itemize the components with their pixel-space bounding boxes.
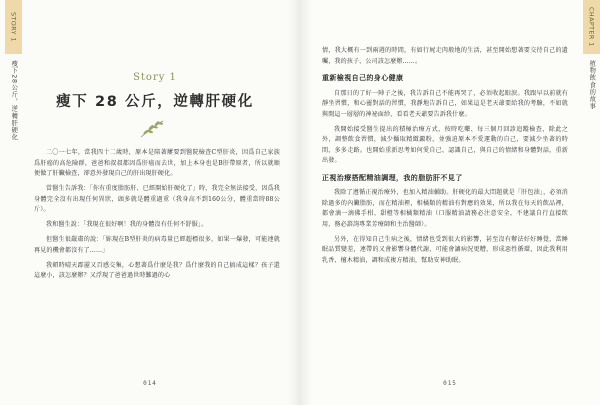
paragraph: 我和醫生說：「我現在很好啊！我的身體沒有任何不舒服」。 xyxy=(46,221,208,228)
story-tab-label: STORY 1 xyxy=(9,12,18,42)
story-label: Story 1 xyxy=(133,72,177,83)
story-title: 瘦下 28 公斤，逆轉肝硬化 xyxy=(56,94,254,110)
paragraph: 我除了遵循正視治療外，也加入精油輔助。肝硬化的最大問題就是「肝包油」，必須消除過多的內臟脂肪，而在精油裡，相橘類的精油有對應的效果，所以我在每天的飲品裡，都會滴一滴佛手柑、甜橙等相橘類精油（口服精油請務必注意安全，不建議自行直接飲用，務必諮詢專業芳療師和主治醫師）。 xyxy=(322,189,568,228)
story-tab xyxy=(5,0,22,54)
paragraph: 情，我大概有一到兩週的時間，有如行屍走肉般地的生活，甚至開始想著要交待自己的遺囑，我的孩子、公司該怎麼辦……。 xyxy=(322,47,568,65)
right-body xyxy=(322,46,568,271)
chapter-tab xyxy=(583,0,600,54)
left-body xyxy=(34,148,280,286)
section-heading: 重新檢視自己的身心健康 xyxy=(322,74,404,82)
right-side-tab xyxy=(583,0,600,110)
paragraph: 但醫生很嚴肅的說：「妳現在B型肝炎的病毒量已經超標很多，如果一爆發，可能連就再見的機會都沒有了……」 xyxy=(34,236,280,254)
page-number-left: 014 xyxy=(143,380,157,387)
paragraph: 另外，在得知自己生病之後，情緒也受到很大的影響，甚至沒有辦法好好睡覺，當睡眠品質變差，連帶的又會影響身體代謝，可能會讓病況更糟，形成惡性循環，因此我利用乳香、檀木精油，調和成複方精油，幫助安神助眠。 xyxy=(322,235,568,264)
section-heading: 正視治療搭配精油調理，我的脂肪肝不見了 xyxy=(322,173,463,182)
left-side-subtitle: 瘦下28公斤，逆轉肝硬化 xyxy=(10,60,18,141)
chapter-tab-label: CHAPTER 1 xyxy=(587,7,596,47)
right-page xyxy=(300,0,600,405)
page-number-right: 015 xyxy=(443,380,457,387)
left-side-tab xyxy=(5,0,22,141)
paragraph: 我頓時晴天霹靂又百感交集，心想著爲什麼是我？爲什麼我的自己搞成這樣？孩子還這麼小，該怎麼辦？又浮現了爸爸過世時難過的心 xyxy=(34,261,280,279)
paragraph: 自那日的了好一陣子之後，我告訴自己不能再哭了，必須收起眼淚。我跟早以前就有靜坐習慣，和心靈對話的習慣，我靜地告訴自己，如果這是老天爺要給我的考驗，不如就與閒這一層層的神祕面紗，看看老天爺要告訴我什麼。 xyxy=(322,89,568,118)
leaf-sprig-icon xyxy=(138,118,166,140)
paragraph: 我開始接受醫生提出的積極治療方式，按時吃藥、每三個月回診追蹤檢查，除此之外，調整飲食習慣，減少攝取精緻澱粉，並強迫原本不愛運動的自己，要減少坐著的時間，多多走路。也開始重新思考如何愛自己、認識自己，與自己的情緒和身體對話，重新出發。 xyxy=(322,125,568,164)
paragraph: 當醫生告訴我：「你有重度脂肪肝、已經開始肝硬化了」時，我完全無法接受，因爲我身體完全沒有出現任何異狀，頭多就是體重過重（我身高不到160公分，體重當時88公斤）。 xyxy=(34,185,280,213)
right-side-subtitle: 植物飲食的故事 xyxy=(588,60,596,110)
paragraph: 二〇一七年，當我四十二歲時，原本是陪著屢要到醫院檢查C型肝炎，因爲自己家族爲肝癌的高危險群，爸爸和叔叔都因爲肝癌而去世，加上本身也是B肝帶原者，所以就順便做了肝臟檢查，卻意外發現自己的肝出現肝硬化。 xyxy=(34,149,280,177)
